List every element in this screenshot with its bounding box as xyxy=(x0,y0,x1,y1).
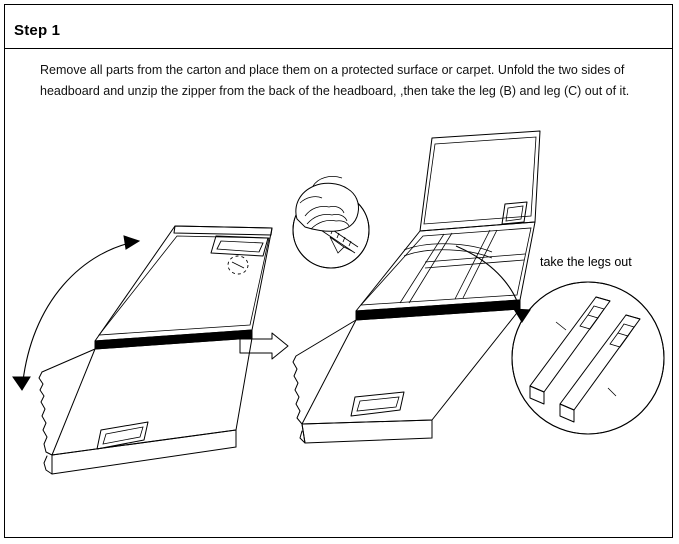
hand-unzipping xyxy=(296,176,359,231)
instruction-paragraph: Remove all parts from the carton and place them on a protected surface or carpet. Unfold the two sides of headboard and unzip the zipper from the back of the headboard, ,then take the leg (B) and leg (C) out of it. xyxy=(40,63,630,98)
bracket-slot-lower-right xyxy=(351,392,404,416)
callout-take-legs-out: take the legs out xyxy=(540,255,632,269)
bracket-slot-upper-left xyxy=(211,236,268,256)
zipper-location-marker xyxy=(228,256,248,274)
headboard-left-panel xyxy=(13,226,272,474)
fold-direction-arrow xyxy=(13,236,139,390)
headboard-right-panel xyxy=(293,131,540,443)
legs-detail-circle xyxy=(512,282,664,434)
page-title: Step 1 xyxy=(14,22,61,39)
